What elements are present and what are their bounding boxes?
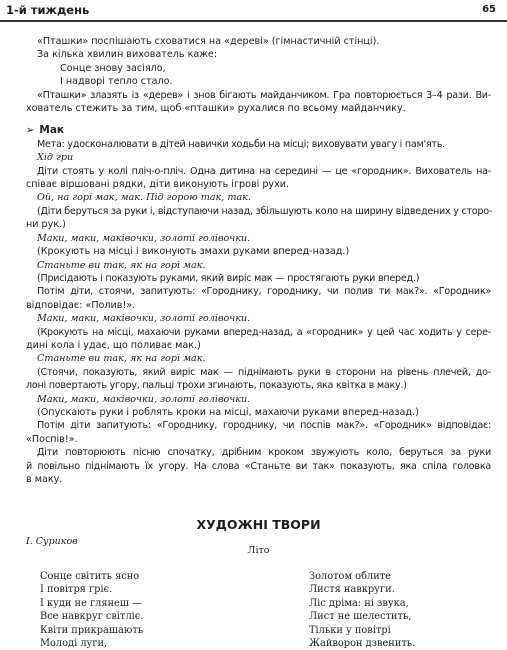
paragraph-line: (Стоячи, показують, який виріс мак — піднімають руки в сторони на рівень плечей, до- (37, 366, 491, 378)
poem-line: Все навкруг світліє. (40, 611, 144, 623)
game-title-row (26, 124, 491, 137)
paragraph-line: Діти стоять у колі пліч-о-пліч. Одна дитина на середині — це «городник». Вихователь на- (37, 165, 491, 177)
paragraph-line: «Пташки» поспішають сховатися на «дереві» (гімнастичній стінці). (37, 36, 380, 47)
chapter-title: 1-й тиждень (6, 3, 90, 17)
paragraph-line: «Поспів!». (26, 433, 78, 445)
paragraph-line: «Пташки» злазять із «дерев» і знов бігають майданчиком. Гра повторюється 3–4 рази. Ви- (37, 89, 491, 101)
paragraph-line: Діти повторюють пісню спочатку, дрібним кроком звужують коло, беруться за руки (37, 447, 491, 459)
poem-line: Квіти прикрашають (40, 624, 144, 636)
paragraph-line: (Крокують на місці і виконують змахи руками вперед-назад.) (37, 246, 350, 258)
poem-line: Тільки у повітрі (309, 624, 391, 636)
poem-line: Золотом облите (309, 571, 391, 582)
poem-line: Молоді луги, (40, 638, 108, 650)
paragraph-line: Потім діти запитують: «Городнику, городнику, чи поспів мак?». «Городник» відповідає: (37, 420, 491, 432)
poem-line: Жайворон дзвенить. (309, 638, 416, 650)
poem-title: Літо (247, 545, 270, 556)
page-header (6, 3, 496, 18)
poem-line: Листя навкруги. (309, 584, 395, 596)
poem-author: І. Суриков (26, 536, 78, 547)
paragraph-line: (Крокують на місці, махаючи руками вперед-назад, а «городник» у цей час ходить у сере- (37, 326, 491, 338)
poem-column-left (40, 570, 143, 650)
page-number: 65 (482, 4, 496, 15)
game-goal: Мета: удосконалювати в дітей навички ходьби на місці; виховувати увагу і пам'ять. (37, 138, 445, 150)
paragraph-line: (Присідають і показують руками, який виріс мак — простягають руки вперед.) (37, 272, 420, 284)
paragraph-line: ни рук.) (26, 219, 66, 231)
paragraph-line: (Опускають руки і роблять кроки на місці, махаючи руками вперед-назад.) (37, 406, 419, 418)
song-line: Станьте ви так, як на горі мак. (37, 353, 206, 365)
game-progress-heading: Хід гри (37, 152, 74, 164)
song-line: Маки, маки, маківочки, золоті голівочки. (37, 393, 251, 405)
header-rule (0, 20, 507, 22)
paragraph-line: дині кола і удає, що поливає мак.) (26, 339, 201, 351)
verse-line: Сонце знову засіяло, (60, 62, 166, 74)
poem-line: Сонце світить ясно (40, 571, 140, 582)
paragraph-line: в маку. (26, 474, 63, 485)
literature-section (26, 517, 491, 650)
poem-column-right (309, 570, 415, 650)
paragraph-line: лоні повертають угору, пальці трохи згинають, показують, яка квітка в маку.) (26, 380, 407, 392)
game-title: Мак (39, 124, 65, 137)
poem-line: І куди не глянеш — (40, 597, 142, 609)
song-line: Ой, на горі мак, мак. Під горою так, так. (37, 192, 251, 204)
song-line: Маки, маки, маківочки, золоті голівочки. (37, 313, 251, 325)
paragraph-line: хователь стежить за тим, щоб «пташки» рухалися по всьому майданчику. (26, 103, 406, 115)
paragraph-line: Потім діти, стоячи, запитують: «Городнику, городнику, чи полив ти мак?». «Городник» (37, 286, 491, 298)
paragraph-line: співає віршовані рядки, діти виконують ігрові рухи. (26, 179, 290, 191)
song-line: Станьте ви так, як на горі мак. (37, 259, 206, 271)
section-heading: ХУДОЖНІ ТВОРИ (196, 517, 321, 532)
verse-line: І надворі тепло стало. (60, 76, 173, 88)
poem-line: Ліс дріма: ні звука, (309, 597, 409, 609)
paragraph-line: (Діти беруться за руки і, відступаючи назад, збільшують коло на ширину відведених у сторо- (37, 205, 493, 217)
paragraph-line: За кілька хвилин вихователь каже: (37, 49, 218, 61)
paragraph-line: відповідає: «Полив!». (26, 299, 136, 311)
song-line: Маки, маки, маківочки, золоті голівочки. (37, 232, 251, 244)
main-text (26, 35, 491, 486)
poem-body (26, 570, 491, 650)
paragraph-line: й повільно піднімають їх угору. На слова «Станьте ви так» показують, яка спіла головка (26, 460, 491, 472)
arrow-bullet-icon: ➢ (26, 125, 35, 137)
poem-line: Лист не шелестить, (309, 611, 412, 623)
poem-line: І повітря гріє. (40, 584, 113, 596)
